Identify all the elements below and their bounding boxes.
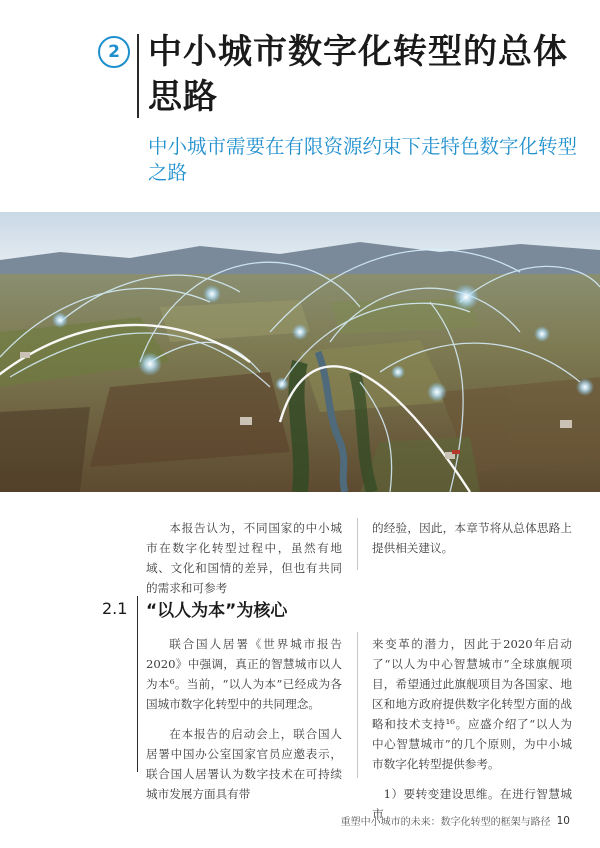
section-right-column (372, 634, 572, 834)
hero-photo (0, 212, 600, 492)
chapter-title: 中小城市数字化转型的总体思路 (148, 32, 568, 117)
section-number: 2.1 (102, 599, 128, 618)
body-column-divider (357, 632, 358, 778)
paragraph: 联合国人居署《世界城市报告2020》中强调，真正的智慧城市以人为本⁶。当前，“以人为本”已经成为各国城市数字化转型中的共同理念。 (146, 637, 342, 711)
chapter-divider (137, 34, 139, 118)
paragraph: 在本报告的启动会上，联合国人居署中国办公室国家官员应邀表示，联合国人居署认为数字技术在可持续城市发展方面具有带 (146, 727, 342, 801)
paragraph: 来变革的潜力，因此于2020年启动了“以人为中心智慧城市”全球旗舰项目，希望通过此旗舰项目为各国家、地区和地方政府提供数字化转型方面的战略和技术支持¹⁶。应盛介绍了“以人为中心智慧城市”的几个原则，为中小城市数字化转型提供参考。 (372, 637, 572, 771)
section-title: “以人为本”为核心 (146, 601, 288, 621)
intro-column-divider (357, 518, 358, 570)
running-title: 重塑中小城市的未来：数字化转型的框架与路径 (340, 817, 551, 828)
farmland-network-photo-icon (0, 212, 600, 492)
list-item: 1）要转变建设思维。在进行智慧城市 (372, 787, 572, 821)
intro-left-column: 本报告认为，不同国家的中小城市在数字化转型过程中，虽然有地域、文化和国情的差异，但也有共同的需求和可参考 (146, 521, 342, 595)
page-footer (341, 813, 570, 828)
chapter-number-badge: 2 (98, 36, 130, 68)
chapter-subtitle: 中小城市需要在有限资源约束下走特色数字化转型之路 (148, 135, 578, 184)
intro-right-column: 的经验，因此，本章节将从总体思路上提供相关建议。 (372, 521, 572, 555)
page-number: 10 (556, 814, 570, 827)
section-left-column (146, 634, 342, 814)
section-divider (137, 596, 138, 772)
